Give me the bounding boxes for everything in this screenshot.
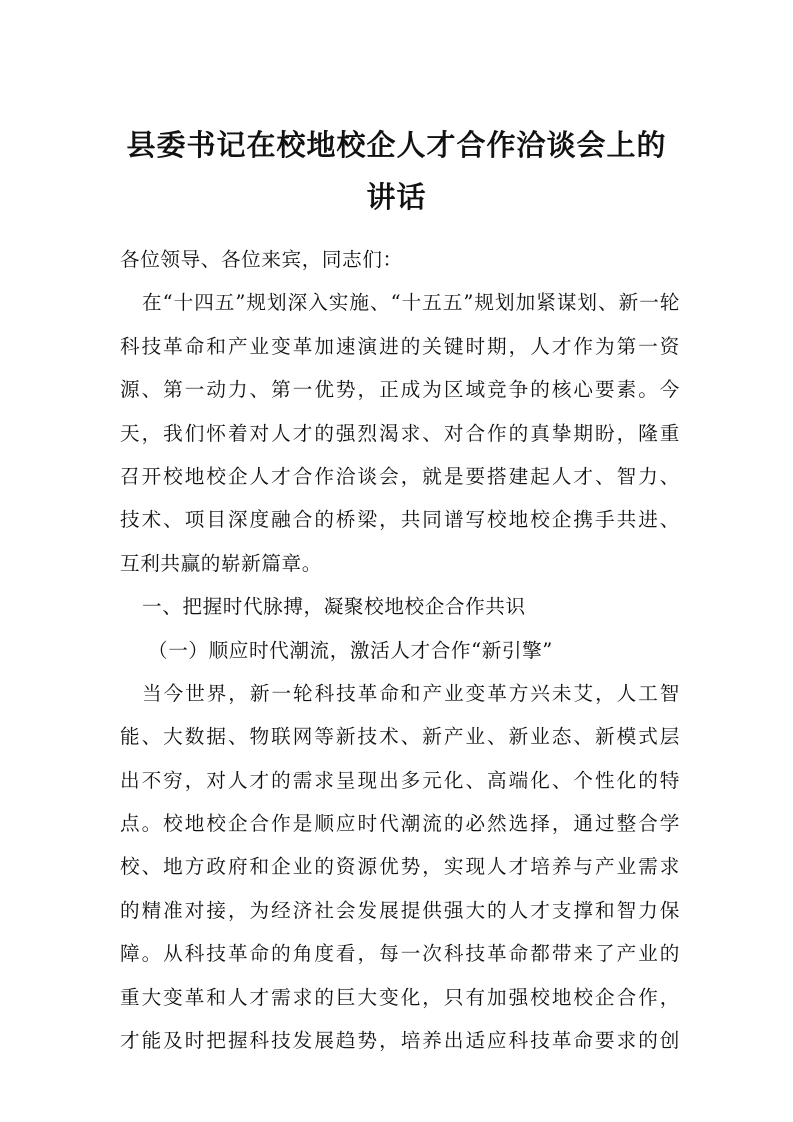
paragraph-line: 在“十四五”规划深入实施、“十五五”规划加紧谋划、新一轮: [142, 291, 680, 315]
document-title-line1: 县委书记在校地校企人才合作洽谈会上的: [126, 128, 667, 162]
paragraph-line: 召开校地校企人才合作洽谈会，就是要搭建起人才、智力、: [120, 464, 680, 488]
paragraph-line: 障。从科技革命的角度看，每一次科技革命都带来了产业的: [120, 942, 680, 966]
paragraph-line: 科技革命和产业变革加速演进的关键时期，人才作为第一资: [120, 334, 680, 358]
document-body: [120, 238, 680, 1062]
paragraph-line: 技术、项目深度融合的桥梁，共同谱写校地校企携手共进、: [120, 508, 680, 532]
paragraph-line: 点。校地校企合作是顺应时代潮流的必然选择，通过整合学: [120, 812, 680, 836]
paragraph-line: 天，我们怀着对人才的强烈渴求、对合作的真挚期盼，隆重: [120, 421, 680, 445]
paragraph-line: 源、第一动力、第一优势，正成为区域竞争的核心要素。今: [120, 378, 680, 402]
paragraph-line: 能、大数据、物联网等新技术、新产业、新业态、新模式层: [120, 725, 680, 749]
subsection-heading: （一）顺应时代潮流，激活人才合作“新引擎”: [148, 638, 553, 662]
paragraph-line: 互利共赢的崭新篇章。: [120, 551, 322, 575]
document-title-line2: 讲话: [366, 180, 427, 214]
paragraph-line: 重大变革和人才需求的巨大变化，只有加强校地校企合作，: [120, 985, 680, 1009]
section-heading: 一、把握时代脉搏，凝聚校地校企合作共识: [142, 595, 526, 619]
paragraph-line: 校、地方政府和企业的资源优势，实现人才培养与产业需求: [120, 855, 680, 879]
paragraph-line: 的精准对接，为经济社会发展提供强大的人才支撑和智力保: [120, 898, 680, 922]
paragraph-line: 当今世界，新一轮科技革命和产业变革方兴未艾，人工智: [142, 681, 680, 705]
paragraph-line: 出不穷，对人才的需求呈现出多元化、高端化、个性化的特: [120, 768, 680, 792]
salutation: 各位领导、各位来宾，同志们：: [120, 248, 403, 271]
paragraph-line: 才能及时把握科技发展趋势，培养出适应科技革命要求的创: [120, 1029, 680, 1053]
